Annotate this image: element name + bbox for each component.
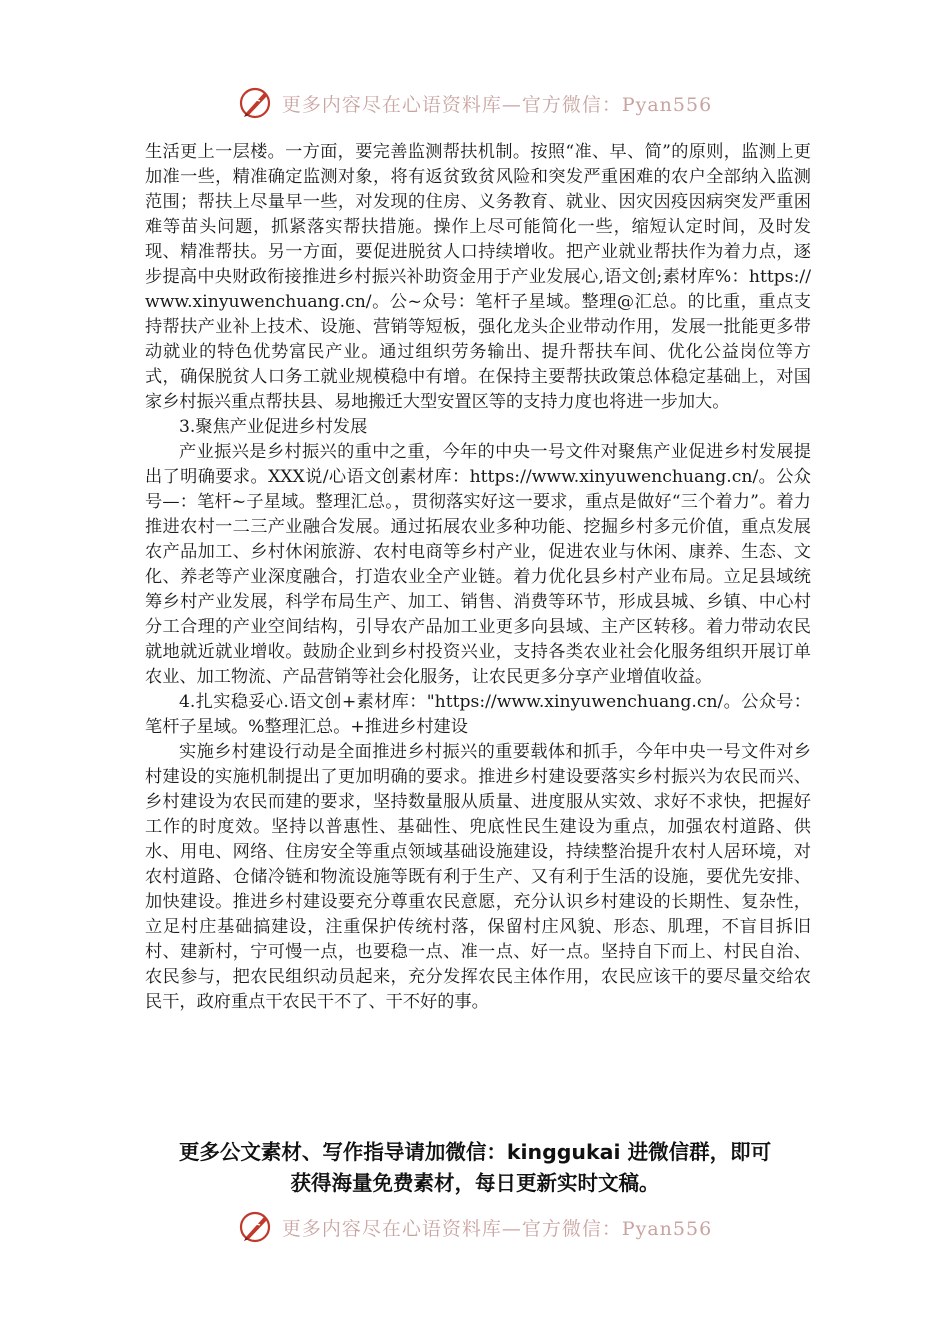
footer-promo-line-1: 更多公文素材、写作指导请加微信：kinggukai 进微信群，即可 (178, 1140, 772, 1164)
watermark-text: 更多内容尽在心语资料库—官方微信：Pyan556 (281, 1217, 713, 1240)
section-heading-3: 3.聚焦产业促进乡村发展 (179, 417, 368, 437)
footer-promo (130, 1137, 820, 1199)
footer-promo-line-2: 获得海量免费素材，每日更新实时文稿。 (290, 1171, 660, 1195)
pen-logo-icon (238, 85, 274, 121)
paragraph-industry: 产业振兴是乡村振兴的重中之重，今年的中央一号文件对聚焦产业促进乡村发展提出了明确要求。XXX说/心语文创素材库：https://www.xinyuwenchuang.cn/。公众号—：笔杆~子星域。整理汇总。，贯彻落实好这一要求，重点是做好“三个着力”。着力推进农村一二三产业融合发展。通过拓展农业多种功能、挖掘乡村多元价值，重点发展农产品加工、乡村休闲旅游、农村电商等乡村产业，促进农业与休闲、康养、生态、文化、养老等产业深度融合，打造农业全产业链。着力优化县乡村产业布局。立足县域统筹乡村产业发展，科学布局生产、加工、销售、消费等环节，形成县城、乡镇、中心村分工合理的产业空间结构，引导农产品加工业更多向县域、主产区转移。着力带动农民就地就近就业增收。鼓励企业到乡村投资兴业，支持各类农业社会化服务组织开展订单农业、加工物流、产品营销等社会化服务，让农民更多分享产业增值收益。 (145, 442, 811, 687)
header-watermark (0, 82, 950, 124)
footer-watermark (0, 1206, 950, 1248)
document-body (145, 140, 811, 1015)
paragraph-monitoring: 生活更上一层楼。一方面，要完善监测帮扶机制。按照“准、早、简”的原则，监测上更加准一些，精准确定监测对象，将有返贫致贫风险和突发严重困难的农户全部纳入监测范围；帮扶上尽量早一些，对发现的住房、义务教育、就业、因灾因疫因病突发严重困难等苗头问题，抓紧落实帮扶措施。操作上尽可能简化一些，缩短认定时间，及时发现、精准帮扶。另一方面，要促进脱贫人口持续增收。把产业就业帮扶作为着力点，逐步提高中央财政衔接推进乡村振兴补助资金用于产业发展心,语文创;素材库%：https://www.xinyuwenchuang.cn/。公~众号：笔杆子星域。整理@汇总。的比重，重点支持帮扶产业补上技术、设施、营销等短板，强化龙头企业带动作用，发展一批能更多带动就业的特色优势富民产业。通过组织劳务输出、提升帮扶车间、优化公益岗位等方式，确保脱贫人口务工就业规模稳中有增。在保持主要帮扶政策总体稳定基础上，对国家乡村振兴重点帮扶县、易地搬迁大型安置区等的支持力度也将进一步加大。 (145, 142, 811, 412)
watermark-text: 更多内容尽在心语资料库—官方微信：Pyan556 (281, 93, 713, 116)
paragraph-rural-construction: 实施乡村建设行动是全面推进乡村振兴的重要载体和抓手，今年中央一号文件对乡村建设的实施机制提出了更加明确的要求。推进乡村建设要落实乡村振兴为农民而兴、乡村建设为农民而建的要求，坚持数量服从质量、进度服从实效、求好不求快，把握好工作的时度效。坚持以普惠性、基础性、兜底性民生建设为重点，加强农村道路、供水、用电、网络、住房安全等重点领域基础设施建设，持续整治提升农村人居环境，对农村道路、仓储冷链和物流设施等既有利于生产、又有利于生活的设施，要优先安排、加快建设。推进乡村建设要充分尊重农民意愿，充分认识乡村建设的长期性、复杂性，立足村庄基础搞建设，注重保护传统村落，保留村庄风貌、形态、肌理，不盲目拆旧村、建新村，宁可慢一点，也要稳一点、准一点、好一点。坚持自下而上、村民自治、农民参与，把农民组织动员起来，充分发挥农民主体作用，农民应该干的要尽量交给农民干，政府重点干农民干不了、干不好的事。 (145, 742, 811, 1012)
pen-logo-icon (238, 1209, 274, 1245)
section-heading-4: 4.扎实稳妥心.语文创+素材库："https://www.xinyuwenchuang.cn/。公众号：笔杆子星域。%整理汇总。+推进乡村建设 (145, 692, 811, 737)
